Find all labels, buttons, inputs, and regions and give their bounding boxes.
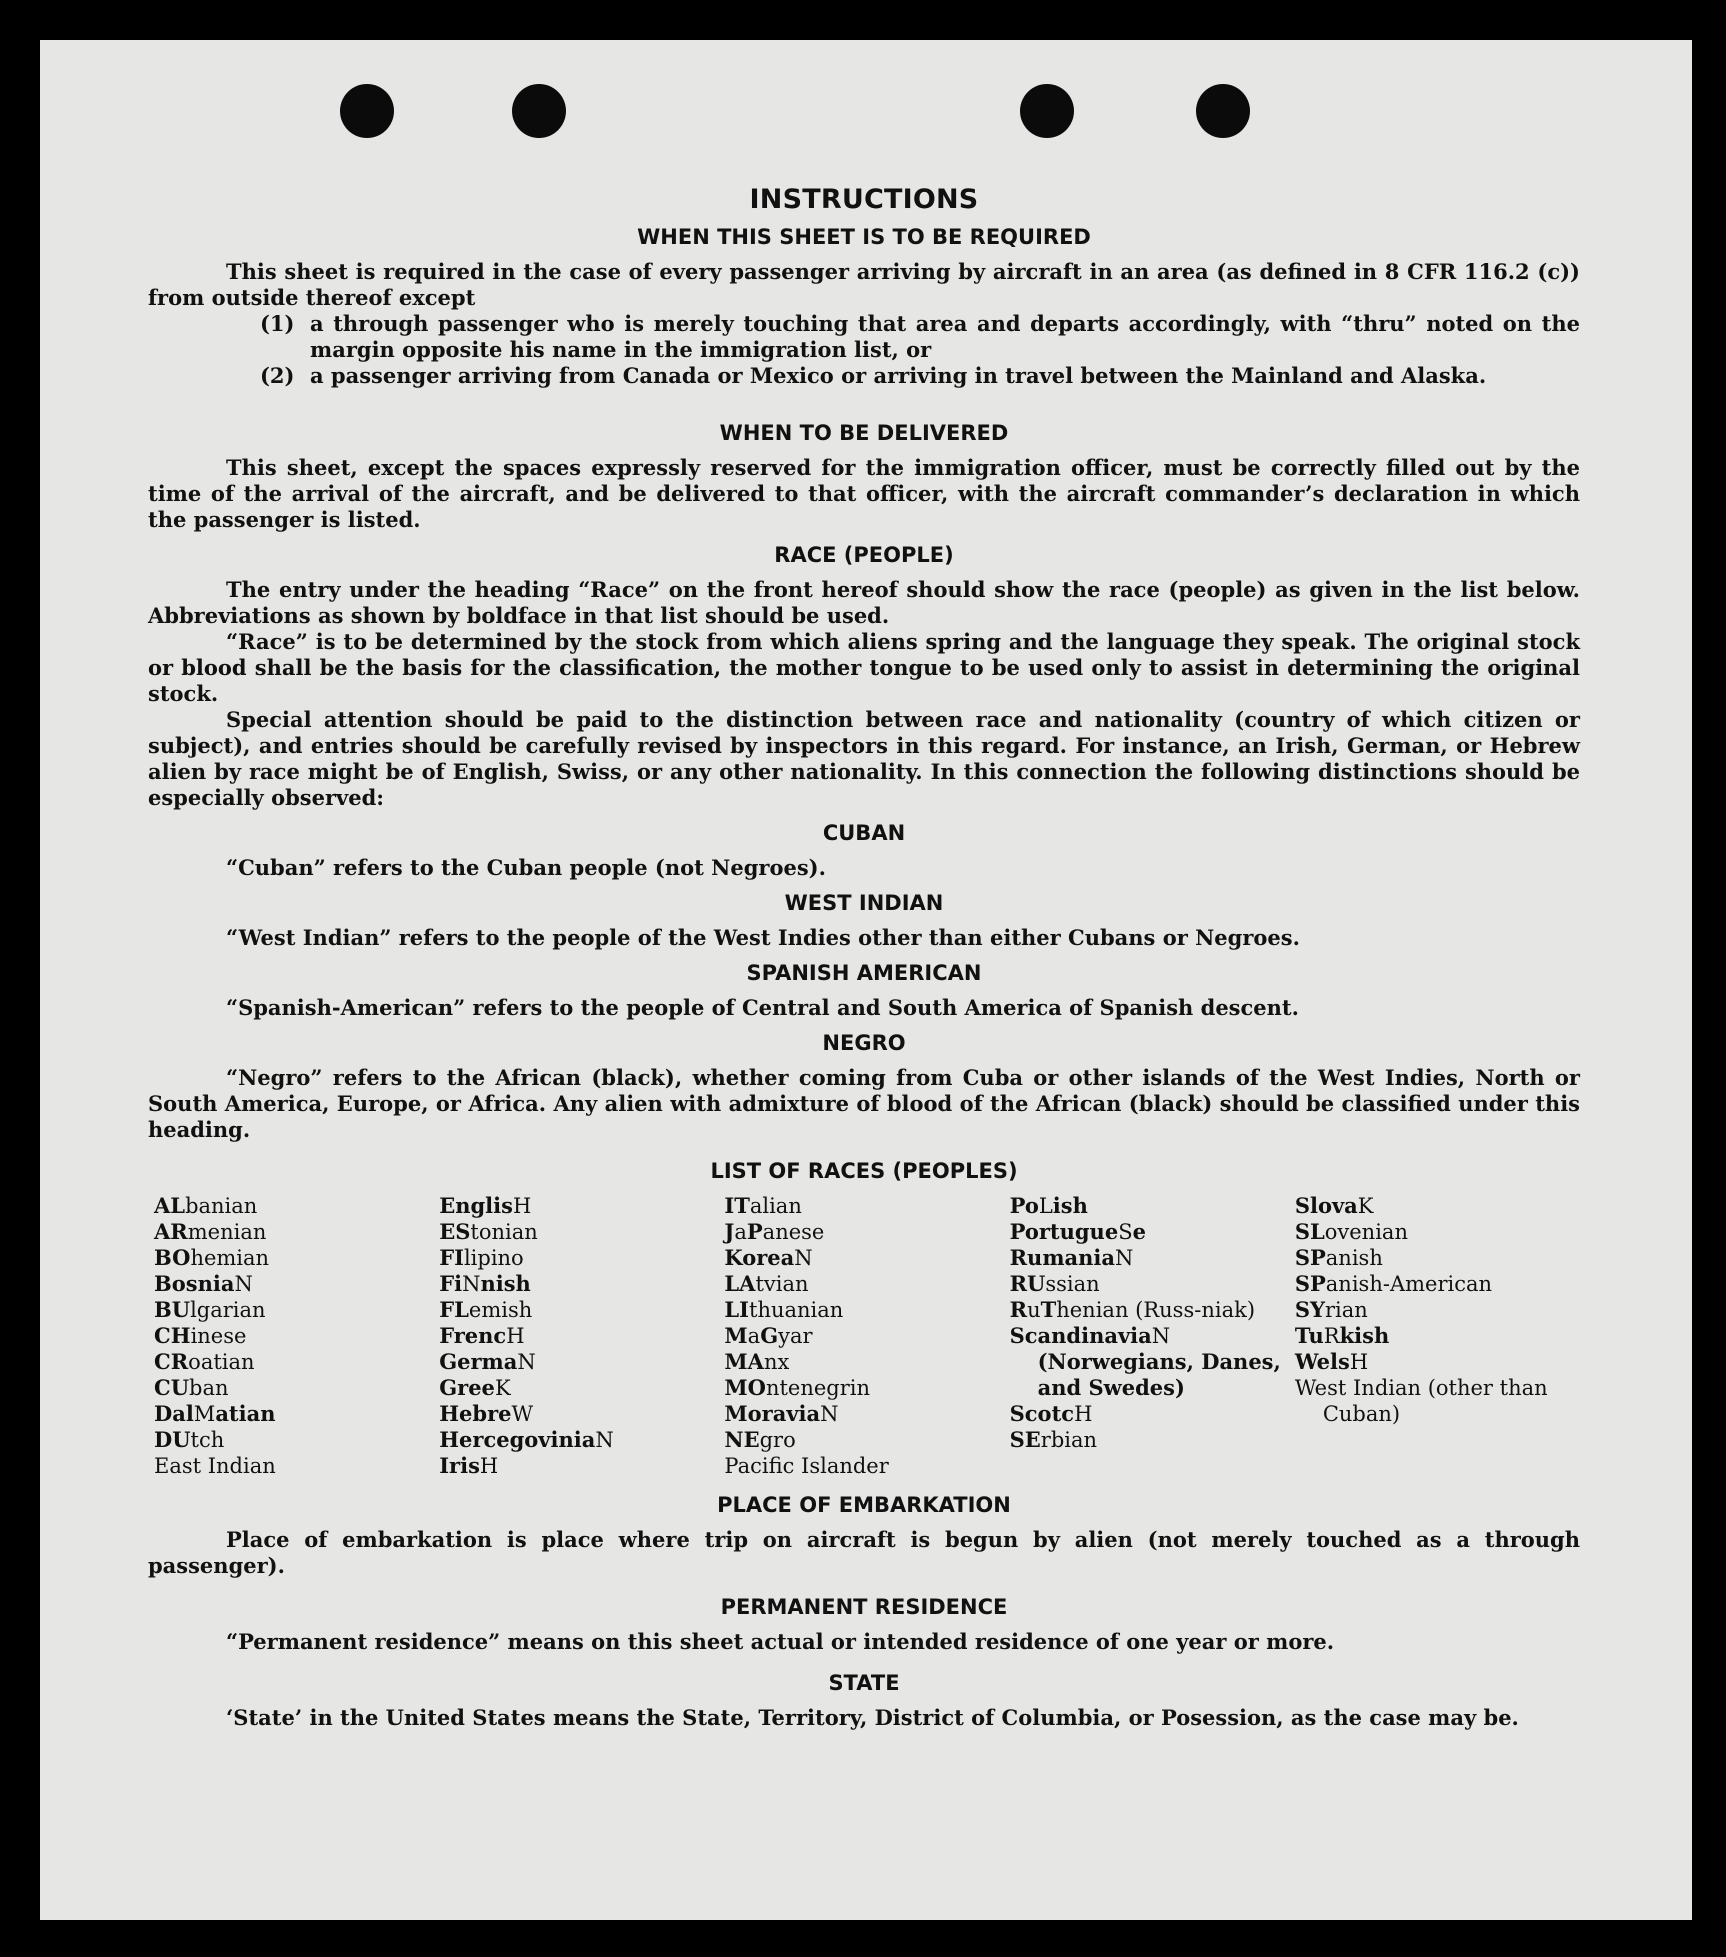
punch-hole <box>512 84 566 138</box>
race-entry: SPanish-American <box>1294 1271 1493 1296</box>
race-column <box>724 1193 1009 1479</box>
race-entry: CHinese <box>154 1323 247 1348</box>
heading-embarkation: PLACE OF EMBARKATION <box>717 1493 1011 1517</box>
exception-text: a passenger arriving from Canada or Mexico or arriving in travel between the Mainland and Alaska. <box>310 363 1487 388</box>
race-entry: EStonian <box>439 1219 538 1244</box>
race-entry: RUssian <box>1009 1271 1100 1296</box>
race-entry: RuThenian (Russ-niak) <box>1009 1297 1256 1322</box>
spanish-american-text: “Spanish-American” refers to the people of Central and South America of Spanish descent. <box>226 995 1299 1020</box>
race-entry: LAtvian <box>724 1271 809 1296</box>
heading-cuban: CUBAN <box>822 821 906 845</box>
race-entry: MaGyar <box>724 1323 813 1348</box>
race-entry: RumaniaN <box>1009 1245 1134 1270</box>
race-entry: HebreW <box>439 1401 534 1426</box>
exception-text: a through passenger who is merely touching that area and departs accordingly, with “thru” noted on the margin opposite his name in the immigration list, or <box>310 311 1580 362</box>
negro-text: “Negro” refers to the African (black), whether coming from Cuba or other islands of the West Indies, North or South America, Europe, or Africa. Any alien with admixture of blood of the African (black) should be classified under this heading. <box>148 1065 1580 1142</box>
document-sheet <box>40 40 1692 1920</box>
race-entry: MAnx <box>724 1349 790 1374</box>
heading-spanish-american: SPANISH AMERICAN <box>746 961 982 985</box>
race-paragraph-2: “Race” is to be determined by the stock from which aliens spring and the language they speak. The original stock or blood shall be the basis for the classification, the mother tongue to be used only to assist in determining the original stock. <box>148 629 1580 706</box>
heading-when-required: WHEN THIS SHEET IS TO BE REQUIRED <box>637 225 1091 249</box>
race-entry: DUtch <box>154 1427 225 1452</box>
race-entry: BOhemian <box>154 1245 270 1270</box>
required-intro: This sheet is required in the case of every passenger arriving by aircraft in an area (as defined in 8 CFR 116.2 (c)) from outside thereof except <box>148 259 1580 310</box>
exception-number: (2) <box>260 363 295 388</box>
race-entry: SErbian <box>1009 1427 1098 1452</box>
race-entry: SYrian <box>1294 1297 1368 1322</box>
race-paragraph-1: The entry under the heading “Race” on the front hereof should show the race (people) as given in the list below. Abbreviations as shown by boldface in that list should be used. <box>148 577 1580 628</box>
heading-state: STATE <box>828 1671 900 1695</box>
race-entry: GreeK <box>439 1375 511 1400</box>
race-entry: TuRkish <box>1294 1323 1390 1348</box>
race-entry: LIthuanian <box>724 1297 844 1322</box>
race-entry: ALbanian <box>154 1193 258 1218</box>
race-entry: West Indian (other than Cuban) <box>1294 1376 1548 1426</box>
race-column <box>1010 1193 1295 1479</box>
race-entry: HercegoviniaN <box>439 1427 614 1452</box>
heading-race: RACE (PEOPLE) <box>774 543 954 567</box>
race-entry: ARmenian <box>154 1219 267 1244</box>
instructions-content <box>148 140 1580 1731</box>
punch-hole <box>1196 84 1250 138</box>
heading-permanent-residence: PERMANENT RESIDENCE <box>720 1595 1008 1619</box>
residence-text: “Permanent residence” means on this sheet actual or intended residence of one year or more. <box>226 1629 1335 1654</box>
exception-item <box>260 311 1580 363</box>
race-paragraph-3: Special attention should be paid to the distinction between race and nationality (country of which citizen or subject), and entries should be carefully revised by inspectors in this regard. For instance, an Irish, German, or Hebrew alien by race might be of English, Swiss, or any other nationality. In this connection the following distinctions should be especially observed: <box>148 707 1580 810</box>
embarkation-text: Place of embarkation is place where trip on aircraft is begun by alien (not merely touched as a through passenger). <box>148 1527 1580 1578</box>
punch-hole <box>340 84 394 138</box>
race-entry: IrisH <box>439 1453 499 1478</box>
race-entry: KoreaN <box>724 1245 813 1270</box>
race-entry: JaPanese <box>724 1219 825 1244</box>
delivered-text: This sheet, except the spaces expressly reserved for the immigration officer, must be correctly filled out by the time of the arrival of the aircraft, and be delivered to that officer, with the aircraft commander’s declaration in which the passenger is listed. <box>148 455 1580 532</box>
race-entry: ScotcH <box>1009 1401 1093 1426</box>
race-entry: FrencH <box>439 1323 525 1348</box>
race-entry: SLovenian <box>1294 1219 1408 1244</box>
race-column <box>439 1193 724 1479</box>
exception-number: (1) <box>260 311 295 336</box>
race-entry: FiNnish <box>439 1271 531 1296</box>
race-entry: ITalian <box>724 1193 802 1218</box>
heading-negro: NEGRO <box>822 1031 906 1055</box>
race-entry: BosniaN <box>154 1271 253 1296</box>
race-entry: NEgro <box>724 1427 796 1452</box>
cuban-text: “Cuban” refers to the Cuban people (not Negroes). <box>226 855 826 880</box>
race-entry: PortugueSe <box>1009 1219 1146 1244</box>
race-entry: MOntenegrin <box>724 1375 871 1400</box>
page-title: INSTRUCTIONS <box>749 184 979 215</box>
race-column <box>154 1193 439 1479</box>
race-entry: EnglisH <box>439 1193 532 1218</box>
race-entry: CRoatian <box>154 1349 255 1374</box>
state-text: ‘State’ in the United States means the State, Territory, District of Columbia, or Posession, as the case may be. <box>226 1705 1519 1730</box>
race-entry: MoraviaN <box>724 1401 839 1426</box>
race-entry: WelsH <box>1294 1349 1369 1374</box>
race-entry: DalMatian <box>154 1401 276 1426</box>
exception-item <box>260 363 1580 389</box>
race-entry: ScandinaviaN (Norwegians, Danes, and Swedes) <box>1009 1323 1281 1400</box>
race-list <box>154 1193 1580 1479</box>
punch-hole <box>1020 84 1074 138</box>
race-entry: FIlipino <box>439 1245 524 1270</box>
race-entry: FLemish <box>439 1297 533 1322</box>
race-column <box>1295 1193 1580 1479</box>
race-entry: CUban <box>154 1375 229 1400</box>
heading-west-indian: WEST INDIAN <box>784 891 944 915</box>
west-indian-text: “West Indian” refers to the people of the West Indies other than either Cubans or Negroes. <box>226 925 1300 950</box>
race-entry: BUlgarian <box>154 1297 266 1322</box>
race-entry: PoLish <box>1009 1193 1088 1218</box>
race-entry: Pacific Islander <box>724 1454 889 1478</box>
race-entry: East Indian <box>154 1454 276 1478</box>
heading-list-of-races: LIST OF RACES (PEOPLES) <box>710 1159 1018 1183</box>
race-entry: GermaN <box>439 1349 536 1374</box>
race-entry: SPanish <box>1294 1245 1383 1270</box>
race-entry: SlovaK <box>1294 1193 1374 1218</box>
heading-when-delivered: WHEN TO BE DELIVERED <box>719 421 1009 445</box>
